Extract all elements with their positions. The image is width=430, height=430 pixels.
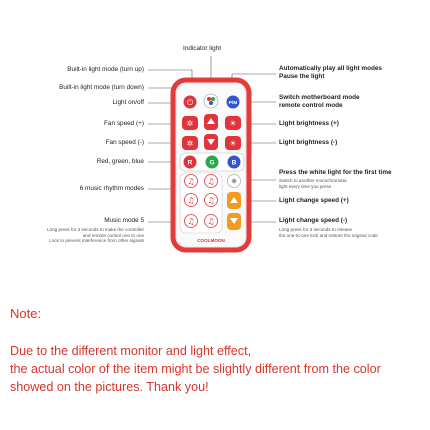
label-white-first: Press the white light for the first time: [279, 169, 392, 176]
green-label: G: [209, 159, 215, 167]
music-note-icon: ♫: [207, 196, 215, 205]
music-note-icon: ♫: [187, 177, 195, 186]
label-remote-mode: remote control mode: [279, 102, 343, 109]
label-auto-play: Automatically play all light modes: [279, 65, 382, 72]
label-builtin-up: Built-in light mode (turn up): [67, 66, 144, 73]
brand-logo: COOLMOON: [197, 238, 225, 243]
label-rgb: Red, green, blue: [96, 158, 144, 165]
music-note-icon: ♫: [187, 217, 195, 226]
fan-icon: ✲: [186, 139, 194, 148]
white-description: Switch to another monochromatic light every time you press: [279, 178, 348, 189]
note-body: [10, 342, 426, 397]
label-fan-up: Fan speed (+): [104, 120, 144, 127]
label-brightness-up: Light brightness (+): [279, 120, 339, 127]
label-change-speed-up: Light change speed (+): [279, 197, 349, 204]
music-note-icon: ♫: [207, 177, 215, 186]
label-rhythm: 6 music rhythm modes: [79, 185, 144, 192]
note-line: Due to the different monitor and light effect,: [10, 344, 252, 358]
music-note-icon: ♫: [187, 196, 195, 205]
note-title: Note:: [10, 306, 42, 321]
pjm-label: P/M: [228, 101, 238, 106]
blue-label: B: [231, 159, 237, 167]
sun-icon: ☀: [229, 119, 237, 128]
red-label: R: [187, 159, 193, 167]
note-line: showed on the pictures. Thank you!: [10, 380, 209, 395]
label-fan-down: Fan speed (-): [105, 139, 144, 146]
label-music5: Music mode 5: [104, 217, 144, 224]
label-switch-motherboard: Switch motherboard mode: [279, 94, 360, 101]
label-pause: Pause the light: [279, 73, 325, 80]
fan-icon: ✲: [186, 119, 194, 128]
label-brightness-down: Light brightness (-): [279, 139, 338, 146]
change-speed-description: Long press for 3 seconds to release the one-to-one lock and restore the original code: [279, 227, 378, 238]
music5-description: Long press for 3 seconds to make the controller and remote control one to one Lock to prevent interference from other signals: [46, 227, 144, 244]
label-change-speed-down: Light change speed (-): [279, 217, 348, 224]
white-sun-icon: ✺: [231, 178, 237, 186]
note-line: the actual color of the item might be slightly different from the color: [10, 362, 381, 377]
power-icon: ⏻: [186, 97, 194, 107]
label-indicator-light: Indicator light: [183, 45, 222, 52]
music-note-icon: ♫: [207, 217, 215, 226]
sun-icon: ☀: [229, 139, 237, 148]
label-builtin-down: Built-in light mode (turn down): [59, 84, 144, 91]
label-light-onoff: Light on/off: [112, 99, 144, 106]
